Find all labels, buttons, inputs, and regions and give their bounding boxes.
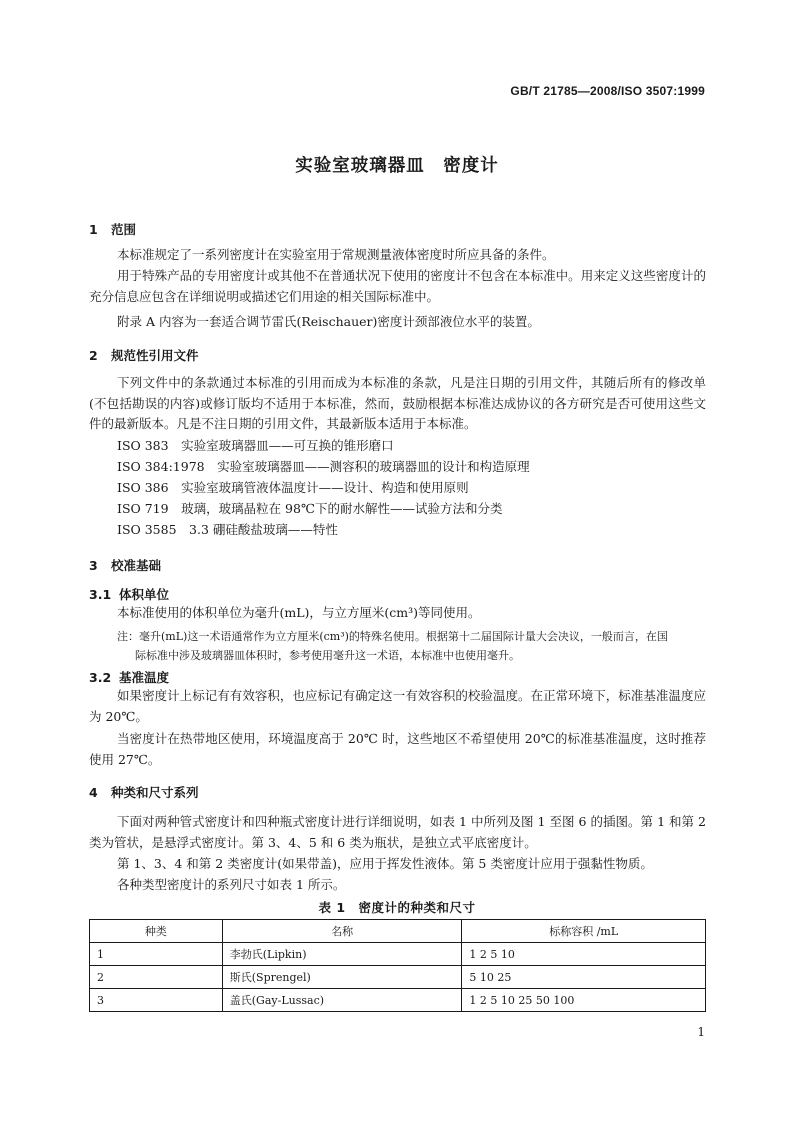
section-number: 2 (89, 348, 98, 363)
table-cell: 1 2 5 10 25 50 100 (462, 989, 706, 1012)
section-2-intro: 下列文件中的条款通过本标准的引用而成为本标准的条款，凡是注日期的引用文件，其随后所有的修改单(不包括勘误的内容)或修订版均不适用于本标准，然而，鼓励根据本标准达成协议的各方研究是否可使用这些文件的最新版本。凡是不注日期的引用文件，其最新版本适用于本标准。 (89, 375, 706, 431)
section-3-heading (89, 556, 161, 574)
note-line-1: 注：毫升(mL)这一术语通常作为立方厘米(cm³)的特殊名使用。根据第十二届国际计量大会决议，一般而言，在国 (117, 630, 668, 643)
table-cell: 李勃氏(Lipkin) (222, 943, 462, 966)
section-number: 1 (89, 222, 98, 237)
section-title: 规范性引用文件 (111, 348, 199, 363)
reference-item: ISO 3585 3.3 硼硅酸盐玻璃——特性 (117, 522, 338, 537)
table-cell: 1 2 5 10 (462, 943, 706, 966)
section-number: 3.1 (89, 587, 112, 602)
table-cell: 3 (90, 989, 223, 1012)
section-title: 范围 (111, 222, 137, 237)
column-header: 名称 (222, 920, 462, 943)
section-number: 4 (89, 785, 98, 800)
section-3-2-heading (89, 668, 169, 686)
reference-item: ISO 384:1978 实验室玻璃器皿——测容积的玻璃器皿的设计和构造原理 (117, 459, 530, 474)
table-cell: 斯氏(Sprengel) (222, 966, 462, 989)
table-caption: 表 1 密度计的种类和尺寸 (318, 900, 476, 915)
table-cell: 1 (90, 943, 223, 966)
section-4-para-3: 各种类型密度计的系列尺寸如表 1 所示。 (117, 877, 346, 892)
section-3-1-para: 本标准使用的体积单位为毫升(mL)，与立方厘米(cm³)等同使用。 (117, 605, 481, 620)
section-1-heading (89, 220, 136, 238)
section-4-para-1: 下面对两种管式密度计和四种瓶式密度计进行详细说明，如表 1 中所列及图 1 至图 6 的插图。第 1 和第 2 类为管状，是悬浮式密度计。第 3、4、5 和 6 类为瓶状，是独立式平底密度计。 (89, 814, 706, 850)
reference-item: ISO 383 实验室玻璃器皿——可互换的锥形磨口 (117, 438, 394, 453)
reference-item: ISO 719 玻璃，玻璃晶粒在 98℃下的耐水解性——试验方法和分类 (117, 501, 503, 516)
density-meter-table (89, 919, 706, 1012)
section-title: 种类和尺寸系列 (111, 785, 199, 800)
section-3-2-para-2: 当密度计在热带地区使用，环境温度高于 20℃ 时，这些地区不希望使用 20℃的标准基准温度，这时推荐使用 27℃。 (89, 731, 706, 767)
column-header: 种类 (90, 920, 223, 943)
page-title: 实验室玻璃器皿 密度计 (295, 156, 499, 176)
section-title: 体积单位 (119, 587, 170, 602)
section-title: 校准基础 (111, 558, 162, 573)
column-header: 标称容积 /mL (462, 920, 706, 943)
section-number: 3.2 (89, 670, 112, 685)
section-1-para-2: 用于特殊产品的专用密度计或其他不在普通状况下使用的密度计不包含在本标准中。用来定义这些密度计的充分信息应包含在详细说明或描述它们用途的相关国际标准中。 (89, 268, 706, 304)
section-3-1-heading (89, 585, 169, 603)
section-2-heading (89, 346, 199, 364)
reference-item: ISO 386 实验室玻璃管液体温度计——设计、构造和使用原则 (117, 480, 469, 495)
section-1-para-1: 本标准规定了一系列密度计在实验室用于常规测量液体密度时所应具备的条件。 (117, 247, 555, 262)
section-4-heading (89, 783, 199, 801)
note-line-2: 际标准中涉及玻璃器皿体积时，参考使用毫升这一术语，本标准中也使用毫升。 (135, 649, 520, 662)
section-number: 3 (89, 558, 98, 573)
table-cell: 5 10 25 (462, 966, 706, 989)
table-row (90, 966, 706, 989)
section-3-2-para-1: 如果密度计上标记有有效容积，也应标记有确定这一有效容积的校验温度。在正常环境下，标准基准温度应为 20℃。 (89, 688, 706, 724)
table-cell: 盖氏(Gay-Lussac) (222, 989, 462, 1012)
standard-code-header: GB/T 21785—2008/ISO 3507:1999 (510, 84, 705, 98)
section-title: 基准温度 (119, 670, 170, 685)
table-header-row (90, 920, 706, 943)
section-4-para-2: 第 1、3、4 和第 2 类密度计(如果带盖)，应用于挥发性液体。第 5 类密度计应用于强黏性物质。 (117, 856, 653, 871)
table-cell: 2 (90, 966, 223, 989)
table-row (90, 989, 706, 1012)
page-number: 1 (697, 1025, 705, 1039)
table-row (90, 943, 706, 966)
section-1-para-3: 附录 A 内容为一套适合调节雷氏(Reischauer)密度计颈部液位水平的装置。 (117, 314, 540, 329)
